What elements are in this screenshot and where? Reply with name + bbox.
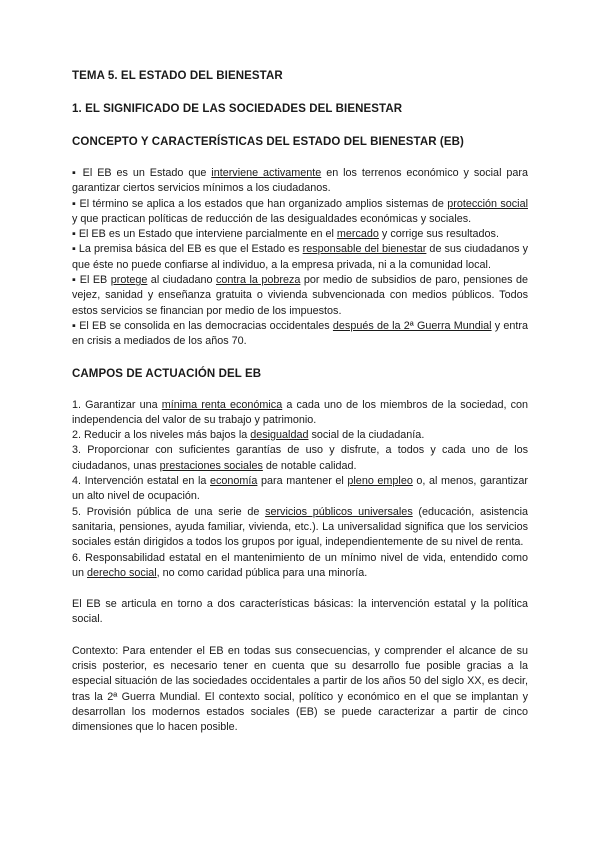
bullet-list — [72, 166, 528, 350]
document-title: TEMA 5. EL ESTADO DEL BIENESTAR — [72, 70, 283, 82]
subsection-heading-fields: CAMPOS DE ACTUACIÓN DEL EB — [72, 367, 262, 380]
field-item: 3. Proporcionar con suficientes garantías de uso y disfrute, a todos y cada uno de los ciudadanos, unas prestaciones sociales de notable calidad. — [72, 444, 528, 472]
bullet-item: ▪ El EB es un Estado que interviene activamente en los terrenos económico y social para garantizar ciertos servicios mínimos a los ciudadanos. — [72, 167, 529, 195]
paragraph-context: Contexto: Para entender el EB en todas sus consecuencias, y comprender el alcance de su crisis posterior, es necesario tener en cuenta que su desarrollo fue posible gracias a la especial situación de las sociedades occidentales a partir de los años 50 del siglo XX, es decir, tras la 2ª Guerra Mundial. El contexto social, político y económico en el que se implantan y desarrollan los modernos estados sociales (EB) se puede caracterizar a partir de cinco dimensiones que lo hacen posible. — [72, 644, 528, 734]
bullet-item: ▪ La premisa básica del EB es que el Estado es responsable del bienestar de sus ciudadanos y que éste no puede confiarse al individuo, a la empresa privada, ni a la comunidad local. — [72, 243, 529, 271]
bullet-item: ▪ El EB es un Estado que interviene parcialmente en el mercado y corrige sus resultados. — [72, 228, 499, 241]
field-item: 5. Provisión pública de una serie de servicios públicos universales (educación, asistencia sanitaria, pensiones, ayuda familiar, vivienda, etc.). La universalidad significa que los servicios sociales están dirigidos a todos los grupos por igual, independientemente de su nivel de renta. — [72, 505, 528, 549]
subsection-heading-concept: CONCEPTO Y CARACTERÍSTICAS DEL ESTADO DEL BIENESTAR (EB) — [72, 136, 464, 148]
bullet-item: ▪ El término se aplica a los estados que han organizado amplios sistemas de protección social y que practican políticas de reducción de las desigualdades económicas y sociales. — [72, 197, 528, 225]
paragraph-characteristics: El EB se articula en torno a dos características básicas: la intervención estatal y la política social. — [72, 598, 528, 626]
fields-list — [72, 398, 528, 582]
field-item: 4. Intervención estatal en la economía para mantener el pleno empleo o, al menos, garantizar un alto nivel de ocupación. — [72, 475, 529, 503]
section-heading: 1. EL SIGNIFICADO DE LAS SOCIEDADES DEL BIENESTAR — [72, 103, 403, 115]
field-item: 6. Responsabilidad estatal en el mantenimiento de un mínimo nivel de vida, entendido como un derecho social, no como caridad pública para una minoría. — [72, 551, 528, 579]
field-item: 1. Garantizar una mínima renta económica a cada uno de los miembros de la sociedad, con independencia del valor de su trabajo y patrimonio. — [72, 398, 528, 426]
bullet-item: ▪ El EB se consolida en las democracias occidentales después de la 2ª Guerra Mundial y entra en crisis a mediados de los años 70. — [72, 319, 529, 348]
field-item: 2. Reducir a los niveles más bajos la desigualdad social de la ciudadanía. — [72, 429, 425, 442]
bullet-item: ▪ El EB protege al ciudadano contra la pobreza por medio de subsidios de paro, pensiones de vejez, sanidad y enseñanza gratuita o vivienda subvencionada con medios públicos. Todos estos servicios se financian por medio de los impuestos. — [72, 274, 528, 317]
